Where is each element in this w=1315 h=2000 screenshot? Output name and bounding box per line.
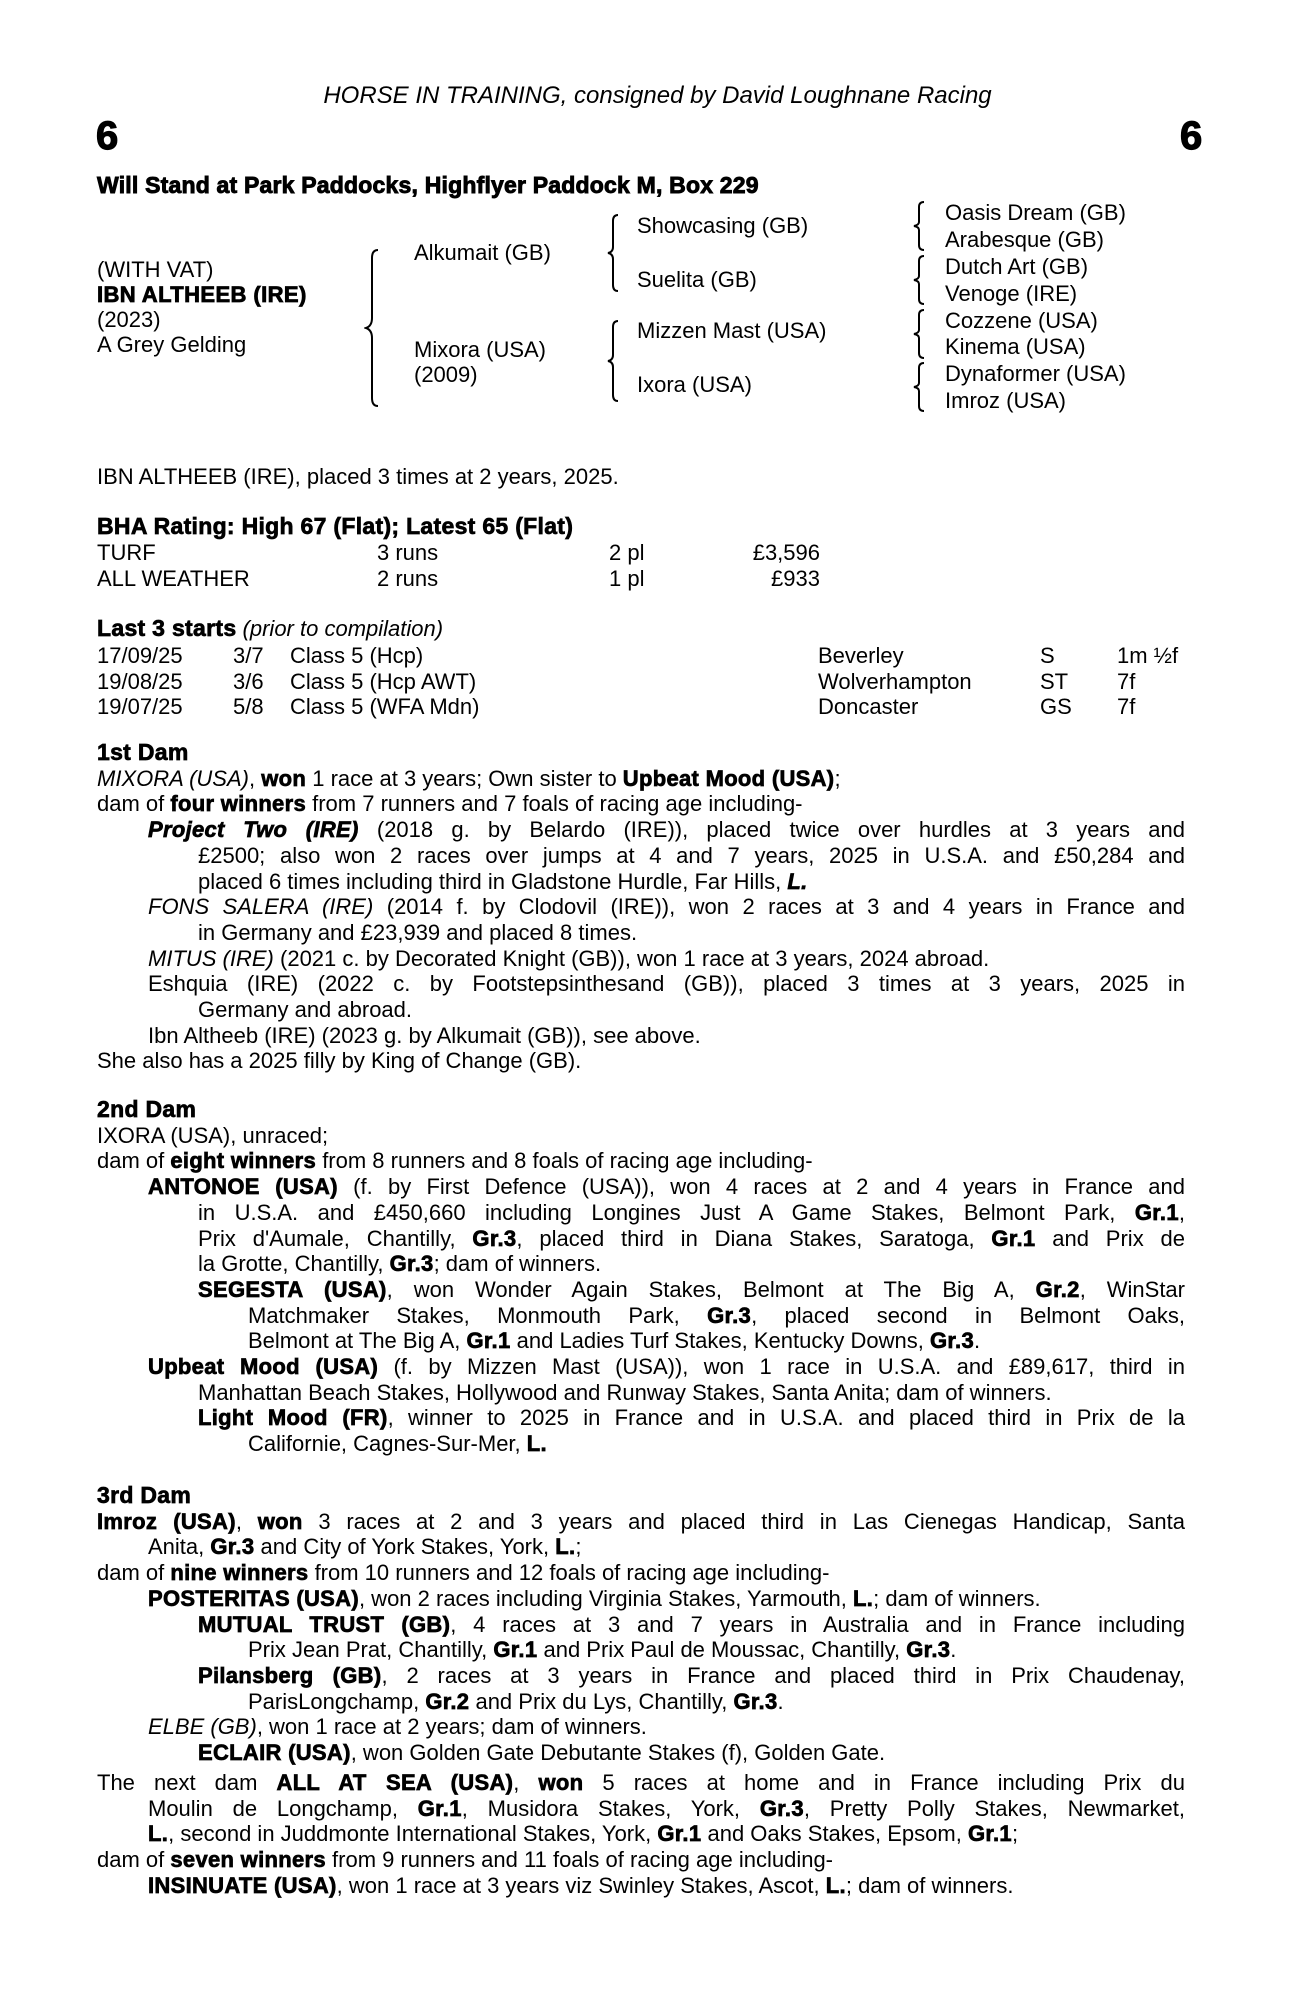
text-run: Project Two (IRE) [148,817,359,843]
g3-ancestor: Dutch Art (GB) [945,254,1089,279]
dam: Mixora (USA) [414,337,547,362]
dam-section [97,1483,1185,1766]
start-pos: 3/7 [233,643,264,668]
entry-line [148,1354,1185,1380]
entry-line [148,817,1185,843]
entry-line [97,1847,1185,1873]
start-going: GS [1040,694,1072,719]
text-run: ParisLongchamp, [248,1688,426,1714]
text-run: Prix d'Aumale, Chantilly, [198,1225,473,1251]
text-run: . [973,1328,981,1354]
horse-description: A Grey Gelding [97,332,247,357]
pedigree-entry [97,1612,1185,1663]
start-race: Class 5 (Hcp) [290,643,424,668]
entry-line [148,1534,1185,1560]
lot-number-left: 6 [96,114,119,158]
text-run: , 2 races at 3 years in France and placed third in Prix Chaudenay, [381,1662,1185,1688]
text-run: Matchmaker Stakes, Monmouth Park, [248,1302,708,1328]
start-course: Doncaster [818,694,919,719]
pedigree-entry [97,817,1185,894]
entry-line [198,1226,1185,1252]
pedigree-entry [97,1740,1185,1766]
entry-line [198,869,1185,895]
text-run: Gr.1 [1134,1199,1179,1225]
text-run: Upbeat Mood (USA) [622,765,835,791]
sire-dam: Suelita (GB) [637,267,757,292]
g3-ancestor: Imroz (USA) [945,388,1066,413]
section-title: 3rd Dam [97,1482,192,1508]
pedigree-entry [97,1405,1185,1456]
pedigree-brace-dam [606,319,630,403]
pedigree-entry [97,1560,1185,1586]
text-run: won [257,1508,303,1534]
start-distance: 7f [1117,694,1136,719]
horse-year: (2023) [97,307,161,332]
text-run: , [248,765,262,791]
text-run: Gr.3 [389,1251,434,1277]
last-starts-note: (prior to compilation) [242,616,444,641]
bha-rating: BHA Rating: High 67 (Flat); Latest 65 (Flat) [97,513,574,539]
text-run: dam of [97,1847,171,1873]
text-run: Californie, Cagnes-Sur-Mer, [248,1431,527,1457]
text-run: Manhattan Beach Stakes, Hollywood and Runway Stakes, Santa Anita; dam of winners. [198,1379,1052,1405]
start-going: S [1040,643,1055,668]
entry-line [148,1174,1185,1200]
dam-sire: Mizzen Mast (USA) [637,318,827,343]
entry-line [97,1770,1185,1796]
entry-line [97,1509,1185,1535]
text-run: and Prix Paul de Moussac, Chantilly, [537,1637,907,1663]
start-date: 17/09/25 [97,643,183,668]
text-run: FONS SALERA (IRE) [148,894,374,920]
dam-section [97,1097,1185,1457]
entry-line [148,1873,1185,1899]
rating-earnings: £3,596 [752,540,820,565]
rating-placed: 2 pl [609,540,645,565]
text-run: POSTERITAS (USA) [148,1585,359,1611]
text-run: Gr.1 [967,1821,1012,1847]
text-run: , placed third in Diana Stakes, Saratoga, [516,1225,992,1251]
text-run: ; dam of winners. [873,1585,1041,1611]
g3-ancestor: Dynaformer (USA) [945,361,1126,386]
start-going: ST [1040,668,1069,694]
entry-line [148,1586,1185,1612]
text-run: eight winners [170,1148,317,1174]
rating-runs: 3 runs [377,540,439,565]
text-run: Gr.2 [425,1688,470,1714]
text-run: in U.S.A. and £450,660 including Longines Just A Game Stakes, Belmont Park, [198,1199,1135,1225]
dam-section [97,1770,1185,1899]
entry-line [97,1123,1185,1149]
text-run: Light Mood (FR) [198,1405,388,1431]
text-run: £2500; also won 2 races over jumps at 4 and 7 years, 2025 in U.S.A. and £50,284 and [198,842,1185,868]
text-run: and City of York Stakes, York, [254,1534,556,1560]
g3-ancestor: Kinema (USA) [945,334,1086,359]
text-run: , Musidora Stakes, York, [461,1795,760,1821]
entry-line [198,1612,1185,1638]
text-run: Gr.3 [929,1328,974,1354]
pedigree-entry [97,1714,1185,1740]
horse-name: IBN ALTHEEB (IRE) [97,282,307,307]
pedigree-brace-g3-2 [912,254,934,306]
pedigree-entry [97,1847,1185,1873]
rating-placed: 1 pl [609,566,645,591]
start-distance: 7f [1117,668,1136,694]
text-run: ; [834,765,841,791]
entry-line [248,1303,1185,1329]
start-course: Beverley [818,643,904,668]
entry-line [148,1821,1185,1847]
text-run: placed 6 times including third in Gladstone Hurdle, Far Hills, [198,868,788,894]
entry-line [198,1200,1185,1226]
text-run: , won 1 race at 3 years viz Swinley Stakes, Ascot, [336,1872,826,1898]
text-run: , winner to 2025 in France and in U.S.A. and placed third in Prix de la [387,1405,1185,1431]
text-run: Gr.1 [417,1795,462,1821]
text-run: Gr.3 [906,1637,951,1663]
text-run: L. [555,1534,576,1560]
text-run: L. [825,1872,846,1898]
entry-line [198,997,1185,1023]
text-run: , [235,1508,258,1534]
text-run: from 8 runners and 8 foals of racing age including- [316,1148,813,1174]
g3-ancestor: Oasis Dream (GB) [945,200,1126,225]
text-run: , second in Juddmonte International Stakes, York, [168,1821,658,1847]
text-run: , won 1 race at 2 years; dam of winners. [256,1714,647,1740]
pedigree-entry [97,1873,1185,1899]
rating-surface: TURF [97,540,156,565]
text-run: , won 2 races including Virginia Stakes, Yarmouth, [358,1585,853,1611]
text-run: SEGESTA (USA) [198,1276,387,1302]
text-run: Imroz (USA) [97,1508,236,1534]
entry-line [198,1405,1185,1431]
section-title: 2nd Dam [97,1096,197,1122]
entry-line [97,766,1185,792]
pedigree-entry [97,1048,1185,1074]
dam-year: (2009) [414,362,478,387]
text-run: . [950,1637,957,1663]
text-run: Gr.1 [657,1821,702,1847]
horse-vat: (WITH VAT) [97,257,214,282]
text-run: (2018 g. by Belardo (IRE)), placed twice over hurdles at 3 years and [358,817,1185,843]
text-run: Prix Jean Prat, Chantilly, [248,1637,494,1663]
entry-line [198,1380,1185,1406]
text-run: won [538,1770,584,1795]
text-run: ALL AT SEA (USA) [276,1770,514,1795]
text-run: Gr.3 [733,1688,778,1714]
entry-line [97,1048,1185,1074]
text-run: , Pretty Polly Stakes, Newmarket, [803,1795,1186,1821]
text-run: Gr.3 [707,1302,752,1328]
entry-line [198,843,1185,869]
start-race: Class 5 (WFA Mdn) [290,694,480,719]
text-run: and Ladies Turf Stakes, Kentucky Downs, [510,1328,930,1354]
text-run: MUTUAL TRUST (GB) [198,1611,451,1637]
entry-line [248,1328,1185,1354]
text-run: , won Wonder Again Stakes, Belmont at The Big A, [386,1276,1036,1302]
text-run: nine winners [170,1560,309,1586]
text-run: Ibn Altheeb (IRE) (2023 g. by Alkumait (GB)), see above. [148,1022,701,1048]
rating-surface: ALL WEATHER [97,566,250,591]
entry-line [97,791,1185,817]
text-run: from 9 runners and 11 foals of racing age including- [325,1847,834,1873]
text-run: , [513,1770,539,1795]
pedigree-brace-g3-3 [912,308,934,360]
dam-section [97,740,1185,1074]
text-run: Gr.3 [210,1534,255,1560]
start-race: Class 5 (Hcp AWT) [290,668,477,694]
pedigree-brace-main [364,248,394,408]
entry-line [148,894,1185,920]
stabling-location: Will Stand at Park Paddocks, Highflyer Paddock M, Box 229 [97,172,759,198]
text-run: and Prix de [1035,1225,1186,1251]
entry-line [248,1637,1185,1663]
rating-runs: 2 runs [377,566,439,591]
text-run: The next dam [97,1770,277,1795]
g3-ancestor: Arabesque (GB) [945,227,1104,252]
text-run: dam of [97,1148,171,1174]
text-run: L. [787,868,808,894]
text-run: 3 races at 2 and 3 years and placed third in Las Cienegas Handicap, Santa [302,1508,1185,1534]
text-run: and Prix du Lys, Chantilly, [469,1688,734,1714]
start-pos: 5/8 [233,694,264,719]
entry-line [148,971,1185,997]
text-run: won [261,765,307,791]
text-run: Upbeat Mood (USA) [148,1354,379,1380]
entry-line [148,946,1185,972]
entry-line [97,1560,1185,1586]
last-starts-title: Last 3 starts [97,615,237,641]
entry-line [198,1251,1185,1277]
pedigree-brace-sire [606,213,630,293]
entry-line [198,1277,1185,1303]
pedigree-entry [97,1354,1185,1405]
text-run: , [1178,1199,1185,1225]
text-run: She also has a 2025 filly by King of Change (GB). [97,1048,582,1074]
sire-sire: Showcasing (GB) [637,213,809,238]
text-run: . [777,1688,784,1714]
pedigree-entry [97,894,1185,945]
text-run: from 10 runners and 12 foals of racing age including- [308,1560,830,1586]
text-run: (f. by Mizzen Mast (USA)), won 1 race in U.S.A. and £89,617, third in [378,1354,1185,1380]
entry-line [148,1796,1185,1822]
text-run: Pilansberg (GB) [198,1662,382,1688]
entry-line [148,1023,1185,1049]
text-run: , 4 races at 3 and 7 years in Australia and in France including [450,1611,1185,1637]
text-run: (2021 c. by Decorated Knight (GB)), won 1 race at 3 years, 2024 abroad. [273,945,990,971]
pedigree-entry [97,1586,1185,1612]
text-run: and Oaks Stakes, Epsom, [701,1821,968,1847]
entry-line [198,1663,1185,1689]
rating-earnings: £933 [771,566,820,591]
text-run: L. [148,1821,169,1847]
text-run: (f. by First Defence (USA)), won 4 races at 2 and 4 years in France and [337,1174,1185,1200]
text-run: MITUS (IRE) [148,945,274,971]
entry-line [198,1740,1185,1766]
pedigree-entry [97,1277,1185,1354]
start-course: Wolverhampton [818,668,972,694]
text-run: Anita, [148,1534,211,1560]
entry-line [248,1431,1185,1457]
dam-dam: Ixora (USA) [637,372,752,397]
text-run: from 7 runners and 7 foals of racing age including- [306,791,803,817]
text-run: , WinStar [1079,1276,1185,1302]
text-run: Gr.1 [466,1328,511,1354]
text-run: ECLAIR (USA) [198,1740,351,1766]
text-run: (2014 f. by Clodovil (IRE)), won 2 races at 3 and 4 years in France and [373,894,1185,920]
text-run: INSINUATE (USA) [148,1872,337,1898]
text-run: L. [853,1585,874,1611]
entry-line [148,1714,1185,1740]
pedigree-entry [97,1148,1185,1174]
g3-ancestor: Venoge (IRE) [945,281,1078,306]
pedigree-entry [97,1123,1185,1149]
text-run: Gr.3 [472,1225,517,1251]
sire: Alkumait (GB) [414,240,551,265]
g3-ancestor: Cozzene (USA) [945,308,1098,333]
entry-line [97,1148,1185,1174]
text-run: Germany and abroad. [198,997,413,1023]
last-starts-heading [97,616,443,642]
entry-line [248,1689,1185,1715]
text-run: in Germany and £23,939 and placed 8 times. [198,919,638,945]
text-run: dam of [97,1560,171,1586]
pedigree-brace-g3-1 [912,200,934,252]
pedigree-entry [97,971,1185,1022]
text-run: Moulin de Longchamp, [148,1795,418,1821]
text-run: Gr.1 [493,1637,538,1663]
text-run: Gr.2 [1035,1276,1080,1302]
text-run: ANTONOE (USA) [148,1174,338,1200]
text-run: , won Golden Gate Debutante Stakes (f), Golden Gate. [350,1740,886,1766]
pedigree-entry [97,1174,1185,1277]
pedigree-entry [97,946,1185,972]
text-run: ; dam of winners. [433,1251,602,1277]
section-title: 1st Dam [97,739,189,765]
pedigree-entry [97,766,1185,792]
text-run: Belmont at The Big A, [248,1328,467,1354]
pedigree-entry [97,1770,1185,1847]
text-run: MIXORA (USA) [97,765,249,791]
pedigree-entry [97,791,1185,817]
start-distance: 1m ½f [1117,643,1179,668]
text-run: dam of [97,791,171,817]
text-run: IXORA (USA), unraced; [97,1122,329,1148]
pedigree-entry [97,1023,1185,1049]
text-run: , placed second in Belmont Oaks, [751,1302,1185,1328]
text-run: L. [526,1431,547,1457]
start-pos: 3/6 [233,668,264,694]
text-run: ; [575,1534,582,1560]
text-run: Gr.1 [991,1225,1036,1251]
text-run: ; dam of winners. [845,1872,1014,1898]
race-summary: IBN ALTHEEB (IRE), placed 3 times at 2 years, 2025. [97,464,619,489]
pedigree-entry [97,1663,1185,1714]
text-run: seven winners [170,1847,326,1873]
consignment-header: HORSE IN TRAINING, consigned by David Loughnane Racing [323,82,992,109]
pedigree-brace-g3-4 [912,361,934,413]
entry-line [198,920,1185,946]
text-run: four winners [170,791,306,817]
text-run: ELBE (GB) [148,1714,257,1740]
text-run: 5 races at home and in France including Prix du [583,1770,1185,1795]
pedigree-entry [97,1509,1185,1560]
text-run: ; [1011,1821,1019,1847]
text-run: Eshquia (IRE) (2022 c. by Footstepsinthesand (GB)), placed 3 times at 3 years, 2025 in [148,971,1185,997]
lot-number-right: 6 [1180,114,1203,158]
start-date: 19/08/25 [97,668,183,694]
text-run: la Grotte, Chantilly, [198,1251,390,1277]
start-date: 19/07/25 [97,694,183,719]
text-run: 1 race at 3 years; Own sister to [306,765,623,791]
text-run: Gr.3 [759,1795,804,1821]
